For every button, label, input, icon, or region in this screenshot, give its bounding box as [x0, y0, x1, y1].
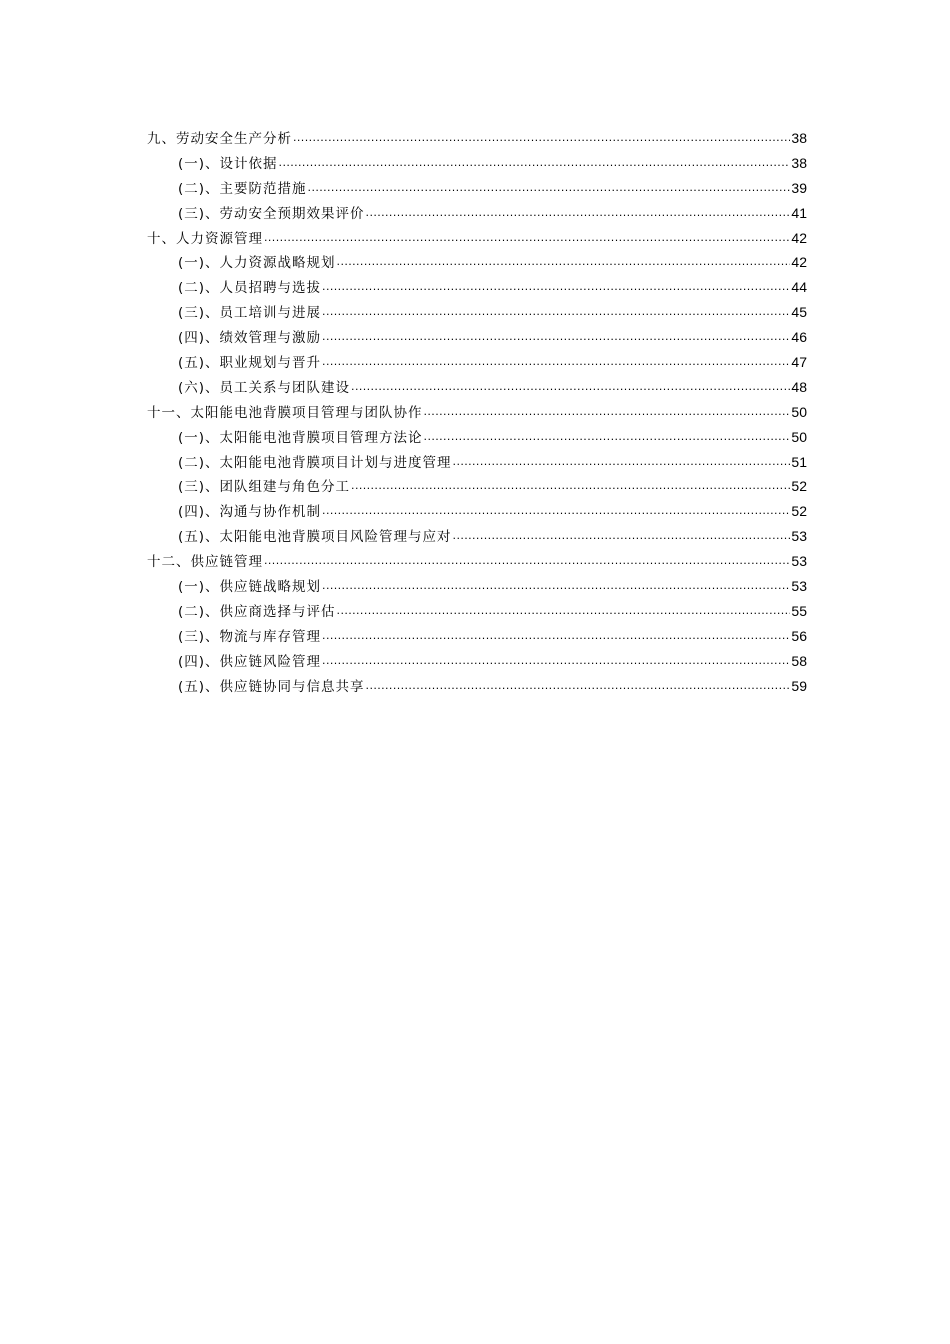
toc-entry-title: 十二、供应链管理 — [147, 554, 263, 571]
toc-entry-11-4[interactable] — [147, 499, 807, 524]
toc-entry-title: 十、人力资源管理 — [147, 230, 263, 247]
toc-entry-title: 九、劳动安全生产分析 — [147, 131, 292, 147]
toc-entry-page: 58 — [791, 652, 807, 669]
toc-entry-title: (三)、团队组建与角色分工 — [178, 479, 351, 496]
toc-dot-leader — [264, 226, 790, 251]
toc-entry-title: (三)、员工培训与进展 — [178, 305, 322, 322]
toc-dot-leader — [308, 176, 791, 201]
toc-entry-title: (二)、太阳能电池背膜项目计划与进度管理 — [178, 454, 452, 471]
toc-entry-12-5[interactable] — [147, 674, 807, 699]
toc-entry-page: 52 — [791, 503, 807, 520]
toc-entry-page: 55 — [791, 602, 807, 619]
toc-entry-page: 46 — [791, 329, 807, 346]
toc-entry-page: 56 — [791, 627, 807, 644]
toc-entry-page: 45 — [791, 304, 807, 321]
toc-entry-page: 42 — [791, 254, 807, 271]
toc-dot-leader — [424, 425, 791, 450]
toc-dot-leader — [366, 674, 791, 699]
toc-entry-9-2[interactable] — [147, 176, 807, 201]
toc-dot-leader — [322, 325, 790, 350]
toc-entry-10-4[interactable] — [147, 325, 807, 350]
toc-dot-leader — [293, 126, 790, 151]
toc-entry-10-3[interactable] — [147, 300, 807, 325]
toc-entry-title: (二)、供应商选择与评估 — [178, 603, 336, 620]
toc-entry-12[interactable] — [147, 549, 807, 574]
toc-entry-10-6[interactable] — [147, 375, 807, 400]
toc-dot-leader — [337, 250, 791, 275]
toc-entry-title: (一)、太阳能电池背膜项目管理方法论 — [178, 429, 423, 446]
toc-dot-leader — [322, 300, 790, 325]
toc-entry-page: 38 — [791, 130, 807, 146]
toc-dot-leader — [453, 450, 791, 475]
toc-entry-12-3[interactable] — [147, 624, 807, 649]
toc-entry-title: (六)、员工关系与团队建设 — [178, 379, 351, 396]
toc-entry-11-3[interactable] — [147, 474, 807, 499]
toc-entry-page: 51 — [791, 453, 807, 470]
toc-entry-title: (三)、物流与库存管理 — [178, 628, 322, 645]
toc-entry-11-2[interactable] — [147, 450, 807, 475]
toc-entry-page: 39 — [791, 179, 807, 196]
toc-entry-title: (二)、主要防范措施 — [178, 180, 307, 197]
toc-entry-page: 50 — [791, 428, 807, 445]
toc-dot-leader — [322, 649, 790, 674]
toc-entry-page: 50 — [791, 403, 807, 420]
toc-entry-page: 52 — [791, 478, 807, 495]
toc-entry-title: (五)、太阳能电池背膜项目风险管理与应对 — [178, 529, 452, 546]
toc-entry-page: 41 — [791, 204, 807, 221]
toc-dot-leader — [264, 549, 790, 574]
toc-entry-title: (四)、供应链风险管理 — [178, 653, 322, 670]
toc-dot-leader — [453, 524, 791, 549]
table-of-contents — [147, 126, 807, 698]
toc-entry-title: (五)、职业规划与晋升 — [178, 355, 322, 372]
toc-entry-page: 42 — [791, 229, 807, 246]
toc-dot-leader — [279, 151, 791, 176]
toc-entry-12-1[interactable] — [147, 574, 807, 599]
toc-dot-leader — [322, 574, 790, 599]
toc-entry-10[interactable] — [147, 226, 807, 251]
toc-dot-leader — [424, 400, 791, 425]
toc-dot-leader — [322, 624, 790, 649]
toc-entry-title: (四)、绩效管理与激励 — [178, 330, 322, 347]
toc-entry-title: (一)、供应链战略规划 — [178, 579, 322, 596]
toc-entry-11-1[interactable] — [147, 425, 807, 450]
toc-entry-page: 48 — [791, 378, 807, 395]
toc-dot-leader — [351, 375, 790, 400]
toc-entry-page: 38 — [791, 154, 807, 171]
toc-entry-12-2[interactable] — [147, 599, 807, 624]
toc-entry-10-5[interactable] — [147, 350, 807, 375]
toc-entry-page: 53 — [791, 578, 807, 595]
toc-entry-page: 59 — [791, 677, 807, 694]
toc-entry-11-5[interactable] — [147, 524, 807, 549]
toc-dot-leader — [322, 499, 790, 524]
toc-entry-page: 53 — [791, 528, 807, 545]
toc-dot-leader — [322, 350, 790, 375]
toc-entry-12-4[interactable] — [147, 649, 807, 674]
toc-entry-9[interactable] — [147, 126, 807, 151]
toc-dot-leader — [351, 474, 790, 499]
toc-entry-title: (三)、劳动安全预期效果评价 — [178, 205, 365, 222]
toc-entry-page: 47 — [791, 354, 807, 371]
toc-entry-9-3[interactable] — [147, 201, 807, 226]
toc-entry-page: 44 — [791, 279, 807, 296]
toc-entry-11[interactable] — [147, 400, 807, 425]
toc-entry-page: 53 — [791, 553, 807, 570]
toc-entry-title: (二)、人员招聘与选拔 — [178, 280, 322, 297]
toc-entry-9-1[interactable] — [147, 151, 807, 176]
toc-entry-10-2[interactable] — [147, 275, 807, 300]
toc-entry-title: (一)、人力资源战略规划 — [178, 255, 336, 272]
toc-entry-title: (四)、沟通与协作机制 — [178, 504, 322, 521]
toc-dot-leader — [322, 275, 790, 300]
toc-dot-leader — [366, 201, 791, 226]
toc-entry-10-1[interactable] — [147, 250, 807, 275]
toc-entry-title: (一)、设计依据 — [178, 155, 278, 172]
toc-dot-leader — [337, 599, 791, 624]
toc-entry-title: (五)、供应链协同与信息共享 — [178, 678, 365, 695]
toc-entry-title: 十一、太阳能电池背膜项目管理与团队协作 — [147, 404, 423, 421]
